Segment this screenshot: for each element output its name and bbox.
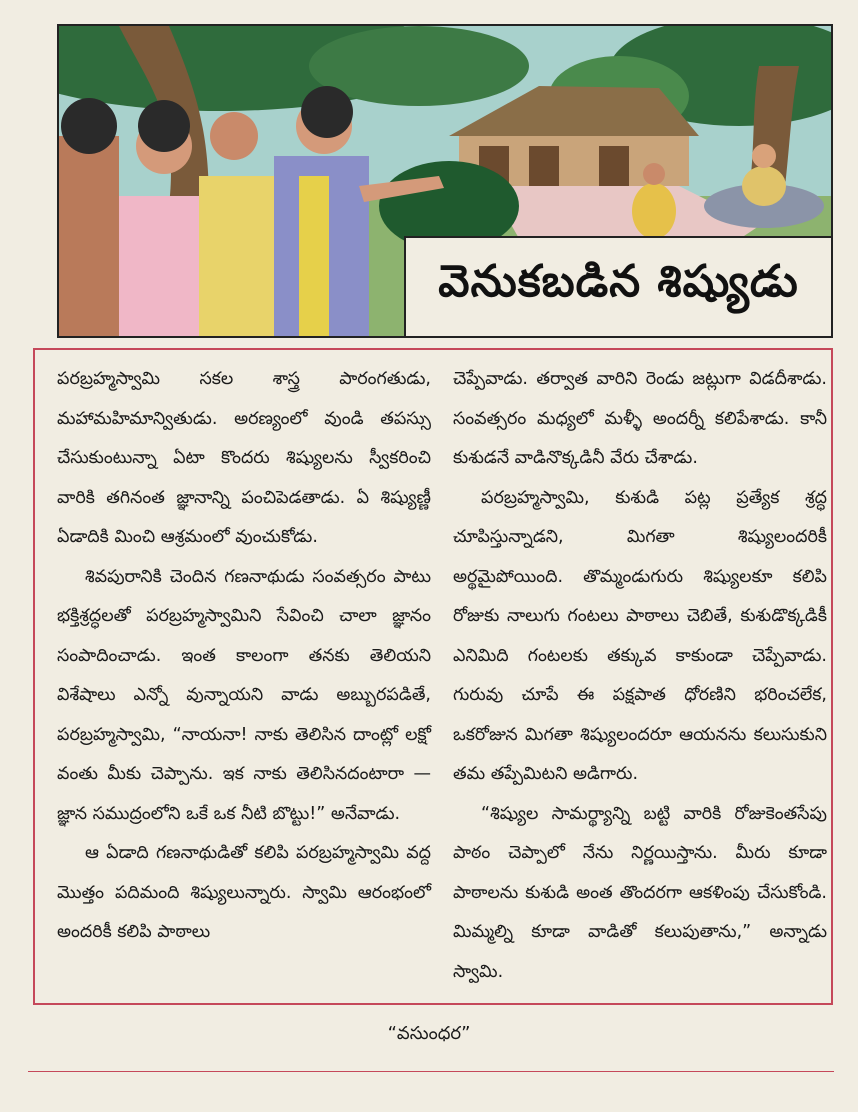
story-frame bbox=[33, 348, 833, 1005]
story-paragraph: చెప్పేవాడు. తర్వాత వారిని రెండు జట్లుగా విడదీశాడు. సంవత్సరం మధ్యలో మళ్ళీ అందర్నీ కలిపేశాడు. కానీ కుశుడనే వాడినొక్కడినీ వేరు చేశాడు. bbox=[453, 369, 827, 468]
author-credit: “వసుంధర” bbox=[387, 1023, 471, 1044]
story-title-box bbox=[404, 236, 831, 336]
story-paragraph: పరబ్రహ్మస్వామి సకల శాస్త్ర పారంగతుడు, మహామహిమాన్వితుడు. అరణ్యంలో వుండి తపస్సు చేసుకుంటున్నా ఏటా కొందరు శిష్యులను స్వీకరించి వారికి తగినంత జ్ఞానాన్ని పంచిపెడతాడు. ఏ శిష్యుణ్ణీ ఏడాదికి మించి ఆశ్రమంలో వుంచుకోడు. bbox=[57, 369, 431, 547]
story-title: వెనుకబడిన శిష్యుడు bbox=[438, 256, 799, 307]
story-right-column bbox=[453, 360, 827, 992]
story-paragraph: “శిష్యుల సామర్థ్యాన్ని బట్టి వారికి రోజుకెంతసేపు పాఠం చెప్పాలో నేను నిర్ణయిస్తాను. మీరు కూడా పాఠాలను కుశుడి అంత తొందరగా ఆకళింపు చేసుకోండి. మిమ్మల్ని కూడా వాడితో కలుపుతాను,” అన్నాడు స్వామి. bbox=[453, 803, 827, 982]
story-left-column bbox=[57, 360, 431, 953]
bottom-divider bbox=[28, 1071, 834, 1072]
story-paragraph: ఆ ఏడాది గణనాథుడితో కలిపి పరబ్రహ్మస్వామి వద్ద మొత్తం పదిమంది శిష్యులున్నారు. స్వామి ఆరంభంలో అందరికీ కలిపి పాఠాలు bbox=[57, 843, 431, 942]
story-paragraph: పరబ్రహ్మస్వామి, కుశుడి పట్ల ప్రత్యేక శ్రద్ధ చూపిస్తున్నాడని, మిగతా శిష్యులందరికీ అర్థమైపోయింది. తొమ్మండుగురు శిష్యులకూ కలిపి రోజుకు నాలుగు గంటలు పాఠాలు చెబితే, కుశుడొక్కడికీ ఎనిమిది గంటలకు తక్కువ కాకుండా చెప్పేవాడు. గురువు చూపే ఈ పక్షపాత ధోరణిని భరించలేక, ఒకరోజున మిగతా శిష్యులందరూ ఆయనను కలుసుకుని తమ తప్పేమిటని అడిగారు. bbox=[453, 487, 827, 784]
story-paragraph: శివపురానికి చెందిన గణనాథుడు సంవత్సరం పాటు భక్తిశ్రద్ధలతో పరబ్రహ్మస్వామిని సేవించి చాలా జ్ఞానం సంపాదించాడు. ఇంత కాలంగా తనకు తెలియని విశేషాలు ఎన్నో వున్నాయని వాడు అబ్బురపడితే, పరబ్రహ్మస్వామి, “నాయనా! నాకు తెలిసిన దాంట్లో లక్షో వంతు మీకు చెప్పాను. ఇక నాకు తెలిసినదంటారా — జ్ఞాన సముద్రంలోని ఒకే ఒక నీటి బొట్టు!” అనేవాడు. bbox=[57, 566, 431, 824]
